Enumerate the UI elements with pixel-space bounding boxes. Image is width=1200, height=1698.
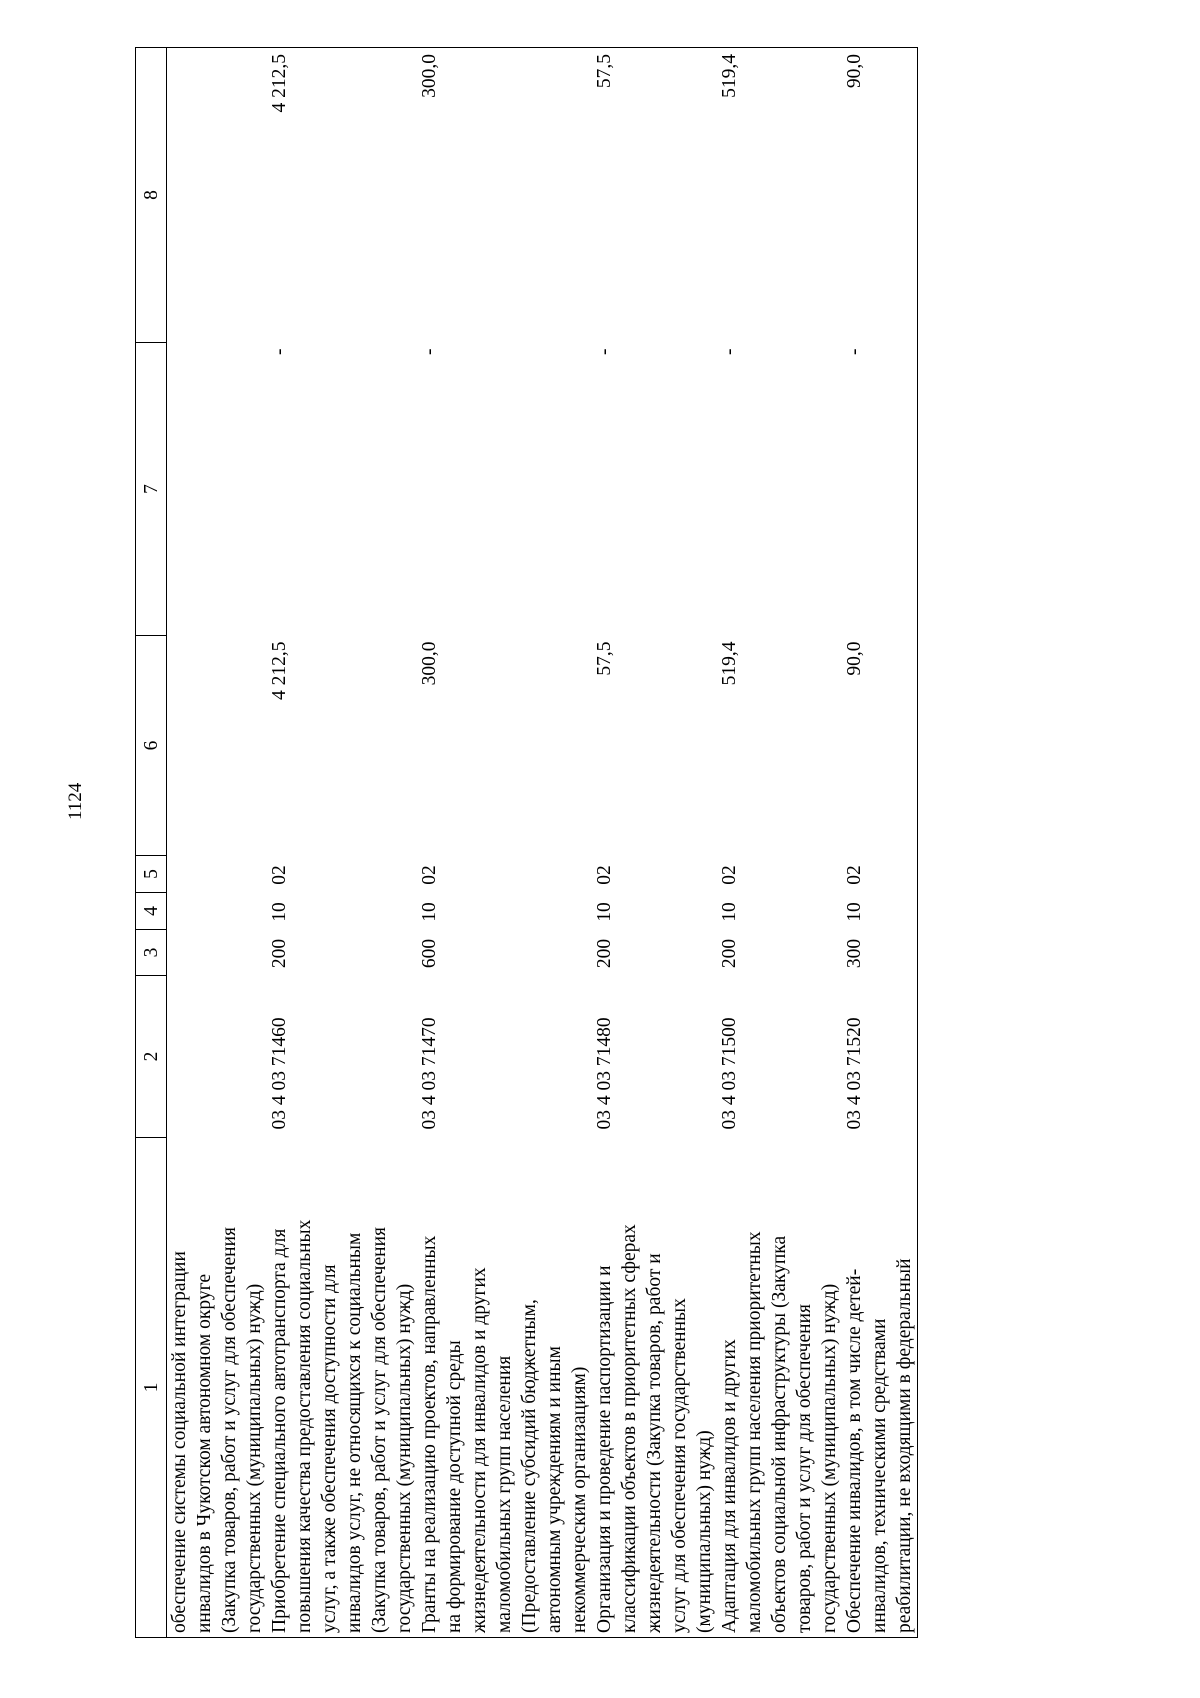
description-line: государственных (муниципальных) нужд)	[244, 1283, 265, 1633]
description-line: услуг, а также обеспечения доступности для	[319, 1264, 340, 1633]
target-code: 03 4 03 71500	[719, 1017, 740, 1130]
total-amount	[167, 636, 268, 856]
description-line: повышения качества предоставления социальных	[294, 1219, 315, 1633]
row-description	[167, 1138, 268, 1638]
row-description	[267, 1138, 417, 1638]
description-line: инвалидов, техническими средствами	[869, 1318, 890, 1633]
column-header: 8	[136, 48, 167, 343]
column-header: 4	[136, 893, 167, 930]
description-line: жизнедеятельности для инвалидов и других	[469, 1267, 490, 1633]
column-8-value: 300,0	[417, 48, 592, 343]
row-description	[842, 1138, 918, 1638]
description-line: маломобильных групп населения приоритетных	[744, 1231, 765, 1633]
column-header: 6	[136, 636, 167, 856]
row-description	[717, 1138, 842, 1638]
description-line: обеспечение системы социальной интеграции	[169, 1251, 190, 1633]
description-line: жизнедеятельности (Закупка товаров, работ и	[644, 1253, 665, 1633]
total-amount: 4 212,5	[269, 641, 290, 700]
column-7-value: -	[269, 348, 290, 355]
description-line: реабилитации, не входящими в федеральный	[894, 1258, 915, 1633]
rotated-table-area	[135, 48, 1160, 1638]
description-line: Адаптация для инвалидов и других	[719, 1339, 740, 1633]
subsection: 02	[594, 865, 615, 885]
description-line: некоммерческим организациям)	[569, 1366, 590, 1633]
subsection	[167, 856, 268, 893]
description-line: маломобильных групп населения	[494, 1355, 515, 1633]
column-8-value: 4 212,5	[267, 48, 417, 343]
description-line: инвалидов в Чукотском автономном округе	[194, 1274, 215, 1633]
column-header: 1	[136, 1138, 167, 1638]
column-8-value	[167, 48, 268, 343]
section: 10	[419, 902, 440, 922]
column-header: 5	[136, 856, 167, 893]
table-row	[267, 48, 417, 1638]
section: 10	[269, 902, 290, 922]
table-row	[167, 48, 268, 1638]
column-8-value: 57,5	[592, 48, 717, 343]
description-line: автономным учреждениям и иным	[544, 1346, 565, 1633]
column-header: 2	[136, 976, 167, 1138]
description-line: государственных (муниципальных) нужд)	[394, 1283, 415, 1633]
description-line: объектов социальной инфраструктуры (Закупка	[769, 1235, 790, 1633]
column-7-value: -	[419, 348, 440, 355]
target-code	[167, 976, 268, 1138]
description-line: Обеспечение инвалидов, в том числе детей-	[844, 1268, 865, 1633]
section: 10	[594, 902, 615, 922]
column-8-value: 519,4	[717, 48, 842, 343]
description-line: (муниципальных) нужд)	[694, 1430, 715, 1633]
description-line: (Закупка товаров, работ и услуг для обеспечения	[219, 1227, 240, 1633]
header-row	[136, 48, 167, 1638]
section: 10	[719, 902, 740, 922]
target-code: 03 4 03 71460	[269, 1017, 290, 1130]
table-row	[417, 48, 592, 1638]
subsection: 02	[842, 856, 918, 893]
description-line: услуг для обеспечения государственных	[669, 1298, 690, 1633]
description-line: Приобретение специального автотранспорта для	[269, 1228, 290, 1633]
expense-type: 200	[269, 938, 290, 969]
description-line: (Предоставление субсидий бюджетным,	[519, 1299, 540, 1633]
description-line: классификации объектов в приоритетных сферах	[619, 1224, 640, 1633]
expense-type: 200	[719, 938, 740, 969]
description-line: инвалидов услуг, не относящихся к социальным	[344, 1232, 365, 1633]
column-7-value: -	[842, 343, 918, 636]
expense-type: 200	[594, 938, 615, 969]
total-amount: 519,4	[719, 641, 740, 686]
total-amount: 300,0	[419, 641, 440, 686]
column-header: 3	[136, 930, 167, 976]
description-line: Гранты на реализацию проектов, направленных	[419, 1235, 440, 1633]
section	[167, 893, 268, 930]
target-code: 03 4 03 71480	[594, 1017, 615, 1130]
description-line: (Закупка товаров, работ и услуг для обеспечения	[369, 1227, 390, 1633]
subsection: 02	[419, 865, 440, 885]
column-8-value: 90,0	[842, 48, 918, 343]
table-row	[592, 48, 717, 1638]
expense-type: 300	[842, 930, 918, 976]
table-row	[842, 48, 918, 1638]
description-line: Организация и проведение паспортизации и	[594, 1265, 615, 1633]
column-7-value: -	[719, 348, 740, 355]
expense-type: 600	[419, 938, 440, 969]
total-amount: 90,0	[842, 636, 918, 856]
budget-table	[135, 47, 918, 1638]
target-code: 03 4 03 71520	[842, 976, 918, 1138]
description-line: государственных (муниципальных) нужд)	[819, 1283, 840, 1633]
description-line: на формирование доступной среды	[444, 1340, 465, 1633]
target-code: 03 4 03 71470	[419, 1017, 440, 1130]
subsection: 02	[719, 865, 740, 885]
total-amount: 57,5	[594, 641, 615, 676]
row-description	[592, 1138, 717, 1638]
subsection: 02	[269, 865, 290, 885]
table-row	[717, 48, 842, 1638]
column-header: 7	[136, 343, 167, 636]
column-7-value	[167, 343, 268, 636]
page-number: 1124	[65, 782, 86, 820]
expense-type	[167, 930, 268, 976]
column-7-value: -	[594, 348, 615, 355]
description-line: товаров, работ и услуг для обеспечения	[794, 1304, 815, 1633]
row-description	[417, 1138, 592, 1638]
section: 10	[842, 893, 918, 930]
